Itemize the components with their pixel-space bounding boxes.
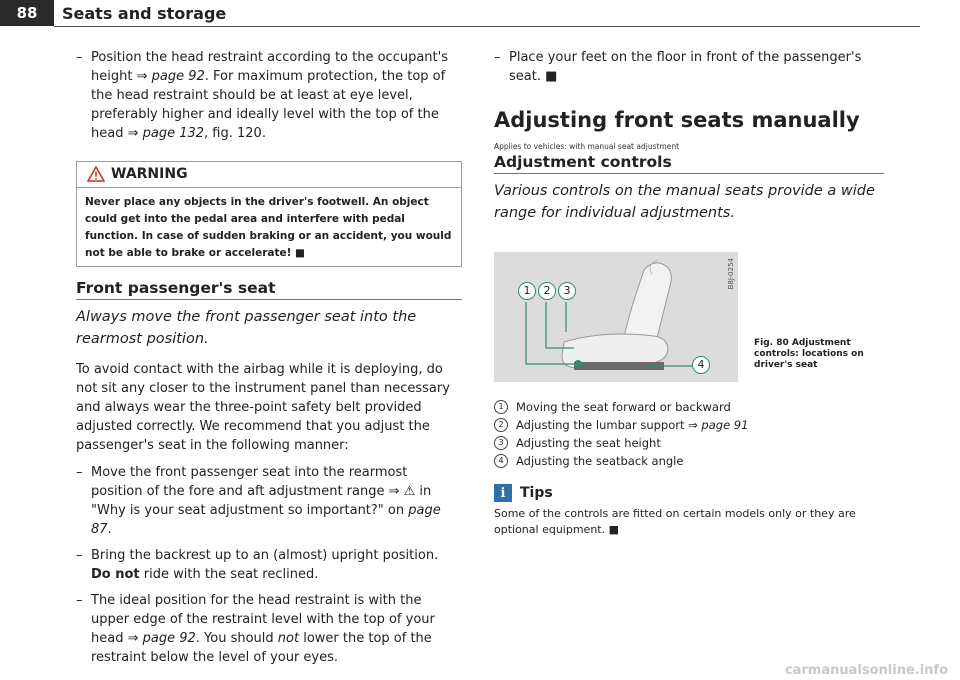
figure-80 xyxy=(494,252,884,382)
heading-rule xyxy=(494,173,884,174)
right-column xyxy=(494,48,884,538)
page-ref[interactable]: ⇒ page 132 xyxy=(127,126,205,141)
bullet-backrest: – Bring the backrest up to an (almost) upright position. Do not ride with the seat reclined. xyxy=(76,548,439,582)
bullet-feet: – Place your feet on the floor in front of the passenger's seat. ■ xyxy=(494,50,862,84)
page-number: 88 xyxy=(0,0,54,26)
callout-3: 3 xyxy=(558,282,576,300)
list-item: 4 Adjusting the seatback angle xyxy=(494,452,884,470)
page-ref[interactable]: ⇒ page 92 xyxy=(127,631,196,646)
list-item: 3 Adjusting the seat height xyxy=(494,434,884,452)
page-ref[interactable]: ⇒ page 92 xyxy=(136,69,205,84)
page-ref[interactable]: ⇒ page 91 xyxy=(688,418,749,432)
lead-text: Always move the front passenger seat into the rearmost position. xyxy=(76,309,417,347)
controls-list xyxy=(494,398,884,470)
lead-text: Various controls on the manual seats provide a wide range for individual adjustments. xyxy=(494,183,875,221)
bullet-head-restraint: – Position the head restraint according to the occupant's height ⇒ page 92. For maximum protection, the top of the head restraint should be at least at eye level, preferably higher and ideally level with the top of the head ⇒ page 132, fig. 120. xyxy=(76,50,448,141)
figure-caption: Fig. 80 Adjustment controls: locations on driver's seat xyxy=(754,338,864,370)
tips-text: Some of the controls are fitted on certain models only or they are optional equipment. ■ xyxy=(494,507,856,536)
paragraph: To avoid contact with the airbag while it is deploying, do not sit any closer to the instrument panel than necessary and always wear the three-point safety belt provided adjusted correctly. We recommend that you adjust the passenger's seat in the following manner: xyxy=(76,362,450,453)
heading-adjustment-controls: Adjustment controls xyxy=(494,153,672,171)
heading-adjusting-seats: Adjusting front seats manually xyxy=(494,108,860,132)
page-ref[interactable]: page 87 xyxy=(91,503,441,537)
seat-illustration xyxy=(494,252,738,382)
tips-header xyxy=(494,484,884,502)
warning-box xyxy=(76,161,462,267)
warning-text: Never place any objects in the driver's footwell. An object could get into the pedal area and interfere with pedal function. In case of sudden braking or an accident, you would not be able to brake or accelerate! ■ xyxy=(85,196,452,259)
applies-note: Applies to vehicles: with manual seat adjustment xyxy=(494,142,680,151)
warning-title: WARNING xyxy=(111,166,188,182)
warning-triangle-icon xyxy=(87,166,105,182)
left-column xyxy=(76,48,462,674)
callout-1: 1 xyxy=(518,282,536,300)
heading-front-passenger-seat: Front passenger's seat xyxy=(76,279,276,297)
header-rule xyxy=(54,26,920,27)
heading-rule xyxy=(76,299,462,300)
warning-header xyxy=(77,162,461,188)
list-item: 1 Moving the seat forward or backward xyxy=(494,398,884,416)
list-item: 2 Adjusting the lumbar support ⇒ page 91 xyxy=(494,416,884,434)
info-icon: i xyxy=(494,484,512,502)
tips-title: Tips xyxy=(520,485,553,501)
bullet-head-position: – The ideal position for the head restraint is with the upper edge of the restraint level with the top of your head ⇒ page 92. You should not lower the top of the restraint below the level of your eyes. xyxy=(76,593,435,665)
figure-id: B8J-0254 xyxy=(727,258,735,290)
callout-2: 2 xyxy=(538,282,556,300)
bullet-rearmost: – Move the front passenger seat into the rearmost position of the fore and aft adjustment range ⇒ ⚠ in "Why is your seat adjustment so important?" on page 87. xyxy=(76,465,441,537)
callout-4: 4 xyxy=(692,356,710,374)
watermark: carmanualsonline.info xyxy=(784,663,948,678)
section-title: Seats and storage xyxy=(62,4,227,23)
